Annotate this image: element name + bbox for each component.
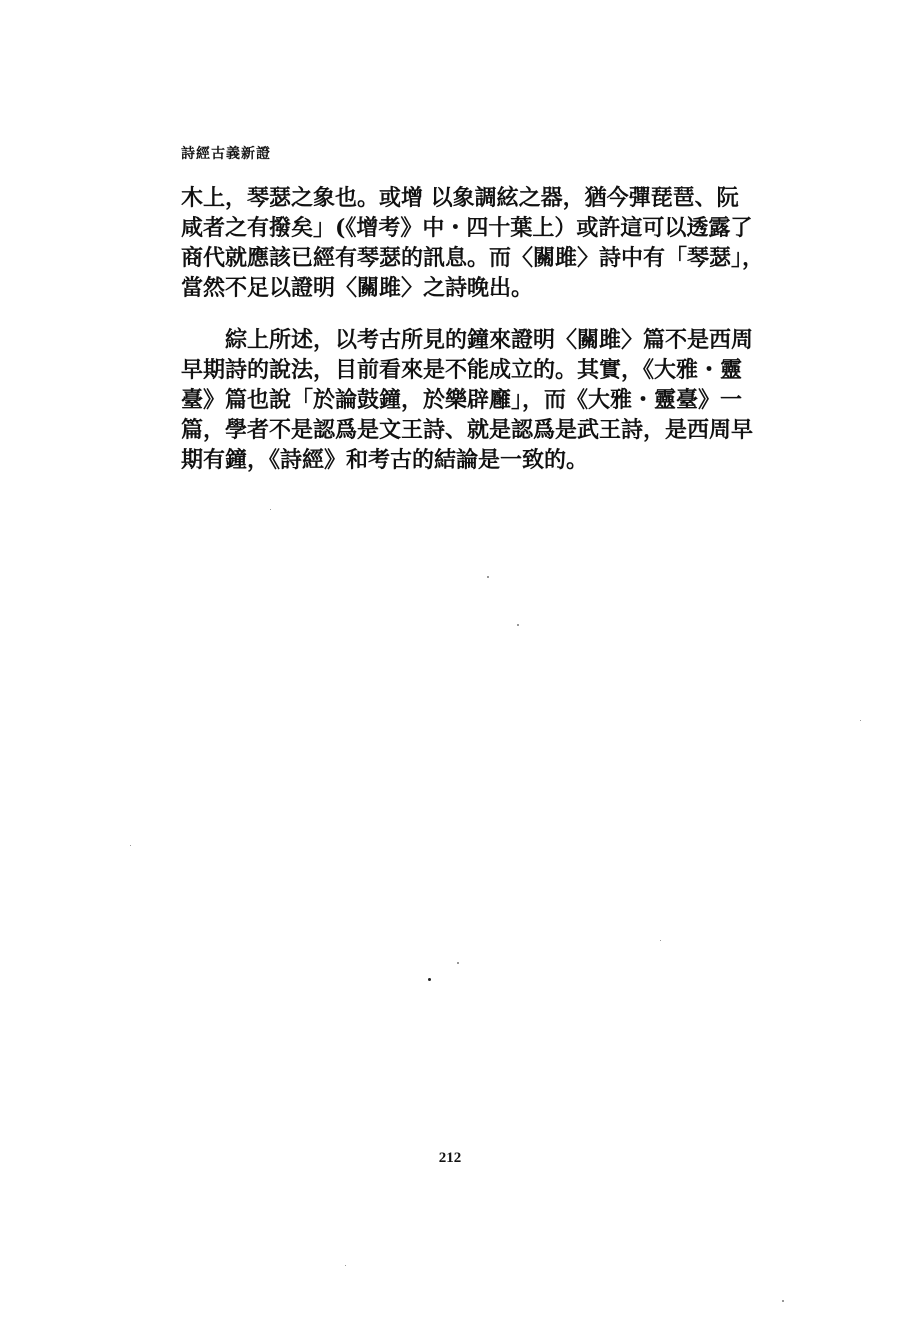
text-line: 篇，學者不是認爲是文王詩、就是認爲是武王詩，是西周早 [181,417,754,443]
text-line: 當然不足以證明〈關雎〉之詩晚出。 [181,275,534,301]
scan-speck [782,1300,784,1302]
scan-speck [270,509,271,510]
text-line: 期有鐘，《詩經》和考古的結論是一致的。 [181,447,589,473]
paragraph-1 [181,183,765,303]
text-line: 早期詩的說法，目前看來是不能成立的。其實，《大雅・靈 [181,357,743,383]
paragraph-2 [181,325,761,475]
scan-speck [487,576,489,578]
scan-speck [428,978,431,981]
scan-speck [660,940,661,941]
text-line: 商代就應該已經有琴瑟的訊息。而〈關雎〉詩中有「琴瑟」， [181,245,765,271]
running-header: 詩經古義新證 [181,146,271,162]
text-line: 臺》篇也說「於論鼓鐘，於樂辟廱」，而《大雅・靈臺》一 [181,387,743,413]
body-text [181,183,765,475]
scan-speck [457,962,459,964]
text-line: 木上，琴瑟之象也。或增 以象調絃之器，猶今彈琵琶、阮 [181,185,739,211]
scan-speck [345,1265,346,1266]
text-line: 綜上所述，以考古所見的鐘來證明〈關雎〉篇不是西周 [225,327,754,353]
text-line: 咸者之有撥矣」(《增考》中・四十葉上）或許這可以透露了 [181,215,753,241]
scan-speck [517,624,519,626]
scan-speck [130,845,131,846]
page-number: 212 [438,1150,462,1166]
scan-speck [860,720,861,721]
